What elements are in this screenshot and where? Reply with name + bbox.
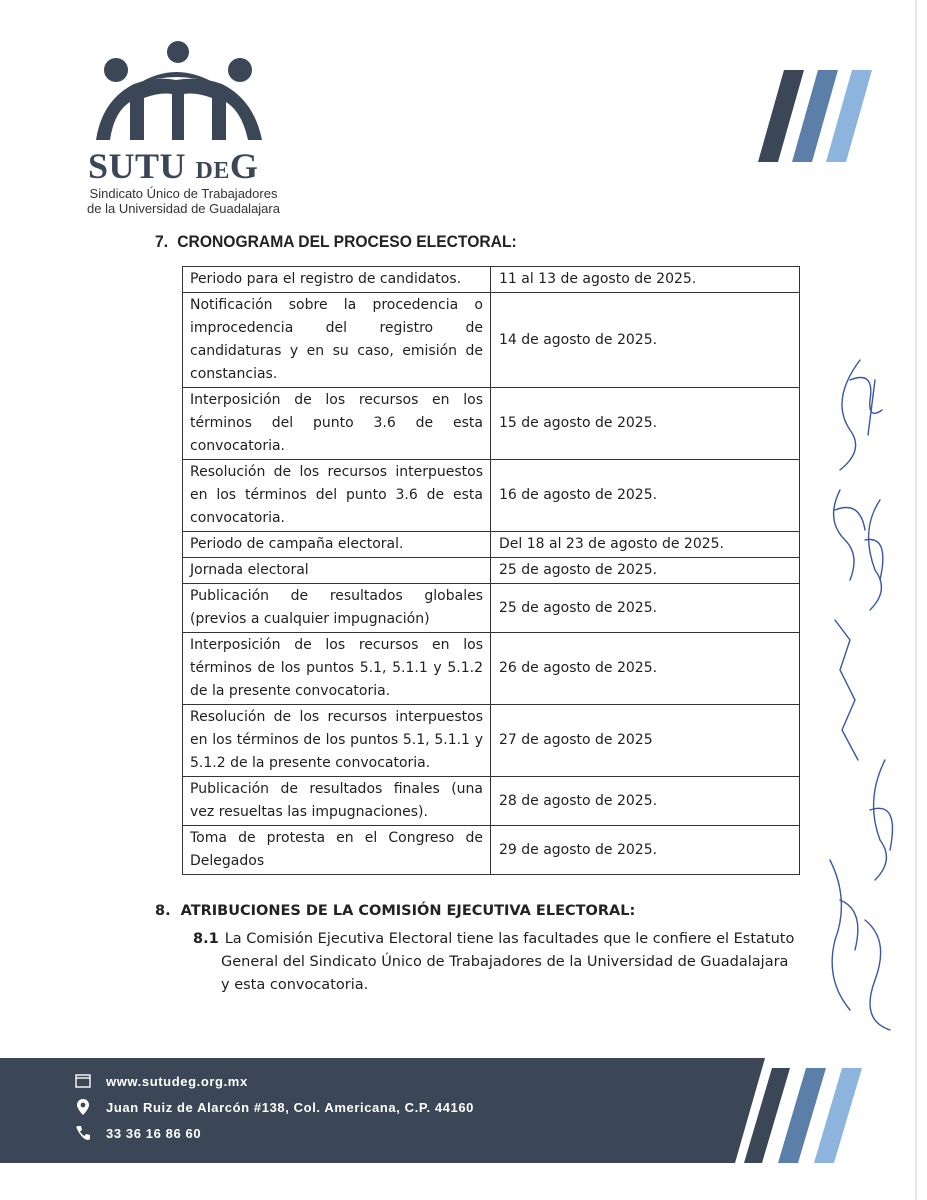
schedule-row xyxy=(183,293,800,388)
org-full-name xyxy=(76,186,291,216)
footer-website-row xyxy=(74,1070,474,1092)
schedule-activity: Jornada electoral xyxy=(183,558,491,584)
header-stripes-icon xyxy=(752,70,902,162)
schedule-date: 11 al 13 de agosto de 2025. xyxy=(491,267,800,293)
section-8-heading: ATRIBUCIONES DE LA COMISIÓN EJECUTIVA ELECTORAL: xyxy=(180,903,636,919)
section-8-title xyxy=(155,903,635,919)
schedule-row xyxy=(183,777,800,826)
org-full-name-line2: de la Universidad de Guadalajara xyxy=(87,201,280,216)
org-acronym-g: G xyxy=(229,146,259,186)
schedule-date: 29 de agosto de 2025. xyxy=(491,826,800,875)
paragraph-line3: y esta convocatoria. xyxy=(221,977,369,993)
schedule-table-body xyxy=(183,267,800,875)
schedule-row xyxy=(183,705,800,777)
footer-contact xyxy=(74,1070,474,1148)
schedule-row xyxy=(183,633,800,705)
org-acronym xyxy=(88,145,258,187)
org-full-name-line1: Sindicato Único de Trabajadores xyxy=(89,186,278,201)
logo-figures-icon xyxy=(76,40,296,150)
schedule-row xyxy=(183,584,800,633)
schedule-date: 27 de agosto de 2025 xyxy=(491,705,800,777)
phone-icon xyxy=(74,1124,92,1142)
schedule-row xyxy=(183,826,800,875)
footer-phone[interactable]: 33 36 16 86 60 xyxy=(106,1125,202,1141)
footer-address: Juan Ruiz de Alarcón #138, Col. Americana, C.P. 44160 xyxy=(106,1099,475,1115)
section-8-paragraph xyxy=(193,928,813,997)
schedule-activity: Notificación sobre la procedencia o improcedencia del registro de candidaturas y en su caso, emisión de constancias. xyxy=(183,293,491,388)
schedule-row xyxy=(183,388,800,460)
schedule-activity: Interposición de los recursos en los términos del punto 3.6 de esta convocatoria. xyxy=(183,388,491,460)
location-pin-icon xyxy=(74,1098,92,1116)
paragraph-line1: La Comisión Ejecutiva Electoral tiene las facultades que le confiere el Estatuto xyxy=(224,931,795,947)
section-7-title xyxy=(155,232,517,252)
paragraph-line2: General del Sindicato Único de Trabajadores de la Universidad de Guadalajara xyxy=(221,954,789,970)
schedule-row xyxy=(183,532,800,558)
web-icon xyxy=(74,1072,92,1090)
page-edge xyxy=(915,0,917,1200)
handwritten-signatures xyxy=(820,340,915,1040)
paragraph-number: 8.1 xyxy=(193,931,219,947)
schedule-activity: Periodo de campaña electoral. xyxy=(183,532,491,558)
schedule-activity: Periodo para el registro de candidatos. xyxy=(183,267,491,293)
schedule-activity: Toma de protesta en el Congreso de Delegados xyxy=(183,826,491,875)
schedule-date: 16 de agosto de 2025. xyxy=(491,460,800,532)
schedule-date: 15 de agosto de 2025. xyxy=(491,388,800,460)
schedule-row xyxy=(183,267,800,293)
schedule-date: 25 de agosto de 2025. xyxy=(491,584,800,633)
schedule-date: 26 de agosto de 2025. xyxy=(491,633,800,705)
schedule-activity: Interposición de los recursos en los términos de los puntos 5.1, 5.1.1 y 5.1.2 de la presente convocatoria. xyxy=(183,633,491,705)
section-7-heading: CRONOGRAMA DEL PROCESO ELECTORAL: xyxy=(177,232,517,251)
footer-phone-row xyxy=(74,1122,474,1144)
footer-address-row xyxy=(74,1096,474,1118)
footer-website[interactable]: www.sutudeg.org.mx xyxy=(106,1073,248,1089)
schedule-date: 14 de agosto de 2025. xyxy=(491,293,800,388)
schedule-activity: Publicación de resultados finales (una vez resueltas las impugnaciones). xyxy=(183,777,491,826)
section-8-number: 8. xyxy=(155,903,171,919)
schedule-date: 28 de agosto de 2025. xyxy=(491,777,800,826)
schedule-activity: Resolución de los recursos interpuestos en los términos del punto 3.6 de esta convocatoria. xyxy=(183,460,491,532)
schedule-date: Del 18 al 23 de agosto de 2025. xyxy=(491,532,800,558)
electoral-schedule-table xyxy=(182,266,800,875)
schedule-activity: Resolución de los recursos interpuestos en los términos de los puntos 5.1, 5.1.1 y 5.1.2 de la presente convocatoria. xyxy=(183,705,491,777)
schedule-activity: Publicación de resultados globales (previos a cualquier impugnación) xyxy=(183,584,491,633)
schedule-row xyxy=(183,460,800,532)
schedule-row xyxy=(183,558,800,584)
section-7-number: 7. xyxy=(155,232,169,251)
schedule-date: 25 de agosto de 2025. xyxy=(491,558,800,584)
sutudeg-logo xyxy=(76,40,296,150)
org-acronym-de: DE xyxy=(195,158,230,184)
org-acronym-main: SUTU xyxy=(88,146,187,186)
